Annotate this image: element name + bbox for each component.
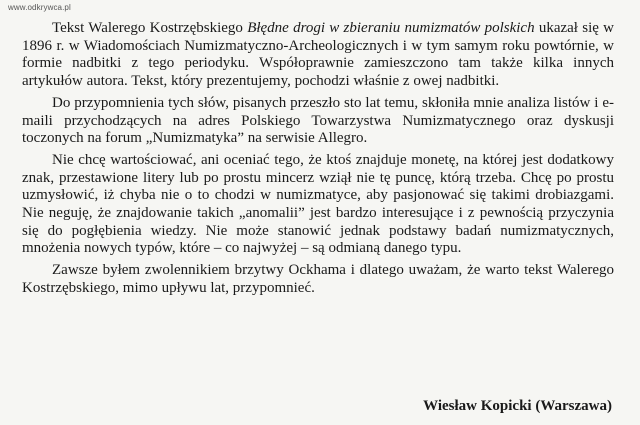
paragraph-2: Do przypomnienia tych słów, pisanych przeszło sto lat temu, skłoniła mnie analiza listów i e-maili przychodzących na adres Polskiego Towarzystwa Numizmatycznego oraz dyskusji toczonych na forum „Numizmatyka” na serwisie Allegro. — [22, 94, 614, 147]
book-title: Błędne drogi w zbieraniu numizmatów polskich — [247, 20, 535, 36]
paragraph-1-intro: Tekst Walerego Kostrzębskiego — [52, 20, 248, 36]
paragraph-1 — [22, 20, 614, 91]
paragraph-3: Nie chcę wartościować, ani oceniać tego, że ktoś znajduje monetę, na której jest dodatkowy znak, przestawione litery lub po prostu mincerz wziął nie tę puncę, którą trzeba. Chcę po prostu uzmysłowić, iż chyba nie o to chodzi w numizmatyce, aby pasjonować się takimi drobiazgami. Nie neguję, że znajdowanie takich „anomalii” jest bardzo interesujące i z pewnością przyczynia się do pogłębienia wiedzy. Nie może stanowić jednak podstawy badań numizmatycznych, mnożenia nowych typów, które – co najwyżej – są odmianą danego typu. — [22, 151, 614, 257]
paragraph-4: Zawsze byłem zwolennikiem brzytwy Ockhama i dlatego uważam, że warto tekst Walerego Kostrzębskiego, mimo upływu lat, przypomnieć. — [22, 262, 614, 296]
author-signature: Wiesław Kopicki (Warszawa) — [423, 398, 612, 414]
watermark: www.odkrywca.pl — [8, 3, 71, 12]
article-body — [22, 20, 614, 298]
paragraph-1-rest: ukazał się w 1896 r. w Wiadomościach Numizmatyczno-Archeologicznych i w tym samym roku powtórnie, w formie nadbitki z tego periodyku. Współoprawnie zamieszczono tam także kilka innych artykułów autora. Tekst, który prezentujemy, pochodzi właśnie z owej nadbitki. — [22, 20, 614, 90]
